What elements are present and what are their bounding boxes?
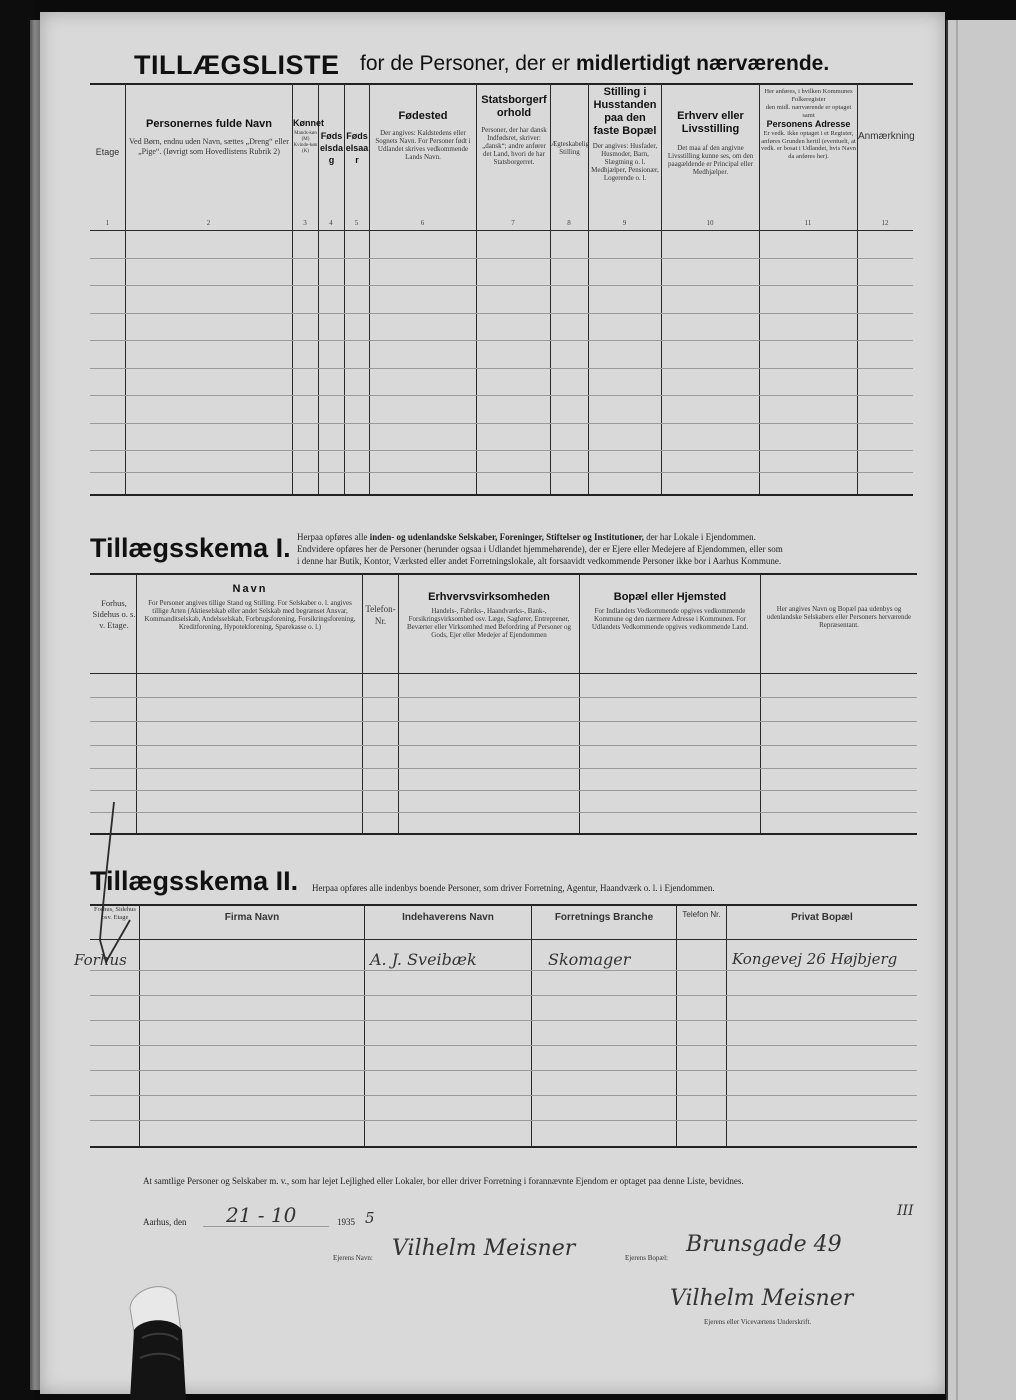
form-subtitle-b: midlertidigt nærværende. bbox=[575, 52, 830, 75]
skema2-col-etage: Forhus, Sidehus osv. Etage bbox=[94, 906, 136, 921]
skema1-col-telefon: Telefon-Nr. bbox=[365, 604, 396, 626]
signature-label: Ejerens eller Viceværtens Underskrift. bbox=[704, 1318, 812, 1326]
binder-clip bbox=[112, 1278, 192, 1400]
owner-name: Vilhelm Meisner bbox=[392, 1236, 576, 1261]
skema1-description: Herpaa opføres alle inden- og udenlandske Selskaber, Foreninger, Stiftelser og Institutioner, der har Lokale i Ejendommen. Endvidere opføres her de Personer (herunder ogsaa i Udlandet hjemmehørende), der er Ejere eller Medejere af Ejendommen, eller som i denne har Butik, Kontor, Værksted eller andet Forretningslokale, alt forsaavidt vedkommende Personer ikke bor i Aarhus Kommune. bbox=[297, 532, 783, 566]
col-foedselsdag: Fødselsdag bbox=[319, 131, 343, 165]
skema2-title: Tillægsskema II. bbox=[90, 866, 299, 896]
form-subtitle-a: for de Personer, der er bbox=[360, 52, 571, 75]
skema1-col-erhverv: Erhvervsvirksomheden Handels-, Fabriks-, Haandværks-, Bank-, Forsikringsvirksomhed osv. Læge, Sagfører, Entreprenør, Beværter eller Virksomhed med Befordring af Personer og Gods, Ejer eller Medejer af Ejendommen bbox=[406, 591, 572, 639]
footer-mark: III bbox=[897, 1203, 914, 1219]
footer-date: 21 - 10 bbox=[226, 1203, 297, 1227]
row-indehaver: A. J. Sveibæk bbox=[370, 950, 477, 969]
skema1-col-etage: Forhus, Sidehus o. s. v. Etage. bbox=[92, 598, 136, 630]
col-folkeregister: Her anføres, i hvilken Kommunes Folkeregister den midl. nærværende er optaget samt Personens Adresse Er vedk. ikke optaget i et Register, anføres Grunden hertil (eventuelt, at vedk. er bosat i Udlandet, hvis Navn da anføres her). bbox=[761, 88, 856, 160]
row-branche: Skomager bbox=[548, 950, 631, 969]
col-foedested: Fødested Der angives: Kaldstedens eller Sognets Navn. For Personer født i Udlandet skrives vedkommende Lands Navn. bbox=[375, 110, 471, 161]
footer-city-label: Aarhus, den bbox=[143, 1217, 187, 1227]
adjacent-page bbox=[946, 20, 1016, 1400]
footer-year-hand: 5 bbox=[365, 1209, 375, 1227]
skema2-col-indehaver: Indehaverens Navn bbox=[402, 912, 494, 923]
owner-address-label: Ejerens Bopæl: bbox=[625, 1254, 668, 1262]
form-subtitle bbox=[360, 52, 829, 76]
col-personernes-navn: Personernes fulde Navn Ved Børn, endnu uden Navn, sættes „Dreng“ eller „Pige“. (Iøvrigt som Hovedlistens Rubrik 2) bbox=[129, 118, 289, 156]
skema1-col-bopael: Bopæl eller Hjemsted For Indlandets Vedkommende opgives vedkommende Kommune og den nærmere Adresse i Kommunen. For Udlandets Vedkommende opgives vedkommende Land. bbox=[591, 591, 749, 631]
skema1-col-repraesentant: Her angives Navn og Bopæl paa udenbys og udenlandske Selskabers eller Personers herværende Repræsentant. bbox=[766, 605, 912, 629]
skema2-description: Herpaa opføres alle indenbys boende Personer, som driver Forretning, Agentur, Haandværk o. l. i Ejendommen. bbox=[312, 883, 715, 893]
owner-signature: Vilhelm Meisner bbox=[670, 1286, 854, 1311]
col-aegteskabelig-stilling: Ægteskabelig Stilling bbox=[551, 140, 590, 156]
skema2-col-branche: Forretnings Branche bbox=[554, 912, 654, 923]
footer-year: 1935 bbox=[337, 1217, 355, 1227]
col-etage: Etage bbox=[95, 147, 120, 157]
form-title: TILLÆGSLISTE bbox=[134, 50, 340, 80]
row-etage: Forhus bbox=[74, 951, 127, 969]
col-erhverv: Erhverv eller Livsstilling Det maa af den angivne Livsstilling kunne ses, om den paagældende er Principal eller Medhjælper. bbox=[667, 110, 754, 176]
col-anmaerkning: Anmærkning bbox=[858, 131, 915, 142]
skema1-title: Tillægsskema I. bbox=[90, 533, 291, 563]
col-foedselsaar: Fødselsaar bbox=[345, 131, 369, 165]
skema1-col-navn: Navn For Personer angives tillige Stand og Stilling. For Selskaber o. l. angives tillige Arten (Aktieselskab eller andet Selskab med begrænset Ansvar, Kommanditselskab, Andelsselskab, Forbrugsforening, Forsikringsforening, Kreditforening, Hypotekforening, Sparekasse o. l.) bbox=[144, 583, 356, 631]
check-mark-icon bbox=[84, 800, 144, 970]
skema2-col-telefon: Telefon Nr. bbox=[682, 910, 721, 919]
scan-background bbox=[0, 0, 34, 1400]
row-bopael: Kongevej 26 Højbjerg bbox=[732, 950, 898, 968]
owner-address: Brunsgade 49 bbox=[686, 1232, 842, 1257]
skema2-col-firma: Firma Navn bbox=[224, 912, 280, 923]
col-koennet: Kønnet Mands-køn (M) Kvinde-køn (K) bbox=[293, 118, 324, 154]
col-statsborgerforhold: Statsborgerforhold Personer, der har dansk Indfødsret, skriver: „dansk“; andre anfører det Land, hvori de har Statsborgerret. bbox=[481, 94, 547, 166]
owner-name-label: Ejerens Navn: bbox=[333, 1254, 373, 1262]
footer-statement: At samtlige Personer og Selskaber m. v., som har lejet Lejlighed eller Lokaler, bor eller driver Forretning i forannævnte Ejendom er optaget paa denne Liste, bevidnes. bbox=[143, 1176, 744, 1186]
col-stilling-husstanden: Stilling i Husstanden paa den faste Bopæl Der angives: Husfader, Husmoder, Barn, Slægtning o. l. Medhjælper, Pensionær, Logerende o. l. bbox=[591, 86, 659, 182]
skema2-col-bopael: Privat Bopæl bbox=[791, 912, 853, 923]
